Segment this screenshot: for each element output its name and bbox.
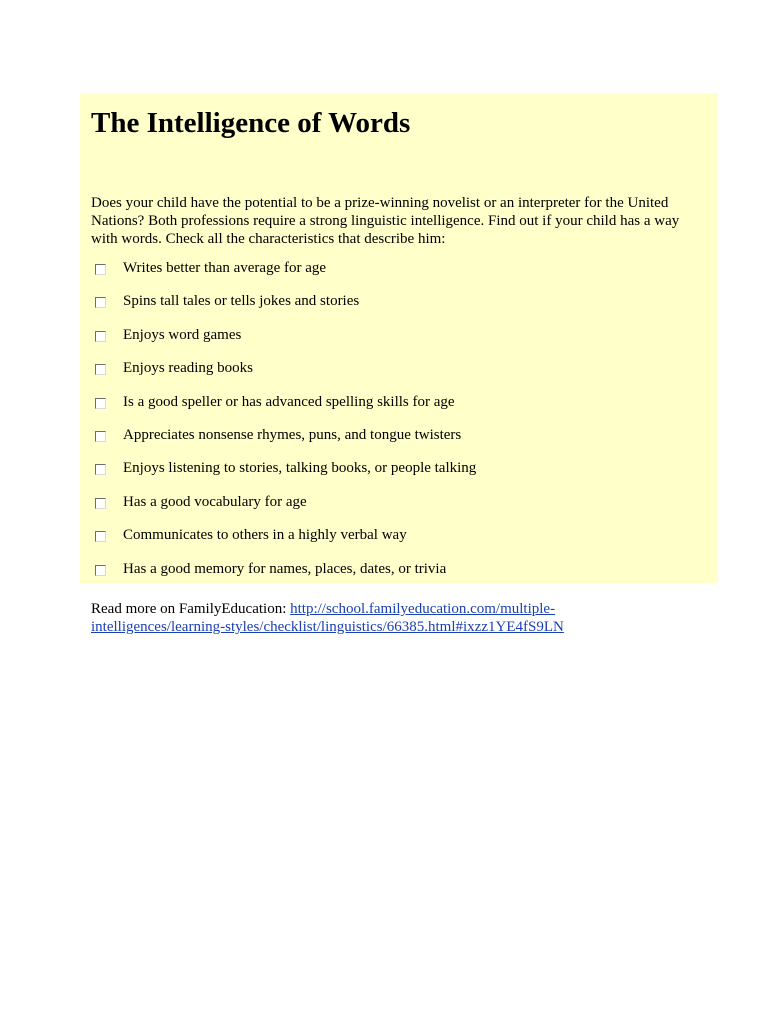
checkbox[interactable] [95,331,106,342]
checklist-item [91,291,711,324]
checklist-item-label: Enjoys word games [123,326,242,343]
checkbox[interactable] [95,364,106,375]
checklist-item [91,358,711,391]
intro-paragraph: Does your child have the potential to be a prize-winning novelist or an interpreter for the United Nations? Both professions require a strong linguistic intelligence. Find out if your child has a way with words. Check all the characteristics that describe him: [91,195,680,247]
read-more-prefix: Read more on FamilyEducation: [91,601,291,617]
read-more-line [91,600,711,636]
checkbox[interactable] [95,464,106,475]
checklist-item [91,559,711,592]
source-link-part-2: intelligences/learning-styles/checklist/linguistics/66385.html#ixzz1YE4fS9LN [91,619,564,635]
checkbox[interactable] [95,498,106,509]
checklist-item-label: Appreciates nonsense rhymes, puns, and tongue twisters [123,426,462,443]
checklist-item [91,525,711,558]
checkbox[interactable] [95,297,106,308]
source-link-part-1: http://school.familyeducation.com/multiple- [290,601,556,617]
checklist-item-label: Enjoys reading books [123,360,253,377]
characteristics-checklist [91,258,711,592]
checklist-item-label: Enjoys listening to stories, talking books, or people talking [123,460,477,477]
checkbox[interactable] [95,565,106,576]
checkbox[interactable] [95,431,106,442]
checklist-item [91,392,711,425]
checklist-item [91,458,711,491]
checklist-item-label: Spins tall tales or tells jokes and stories [123,293,360,310]
checklist-item-label: Writes better than average for age [123,260,327,276]
checklist-item [91,425,711,458]
checkbox[interactable] [95,398,106,409]
checklist-item-label: Has a good memory for names, places, dates, or trivia [123,560,447,577]
checklist-item [91,258,711,291]
checklist-item-label: Has a good vocabulary for age [123,493,307,510]
page-title: The Intelligence of Words [91,107,411,139]
checklist-item [91,492,711,525]
checklist-item-label: Is a good speller or has advanced spelling skills for age [123,393,455,410]
checkbox[interactable] [95,264,106,275]
checklist-item-label: Communicates to others in a highly verbal way [123,527,407,544]
checklist-item [91,325,711,358]
checkbox[interactable] [95,531,106,542]
